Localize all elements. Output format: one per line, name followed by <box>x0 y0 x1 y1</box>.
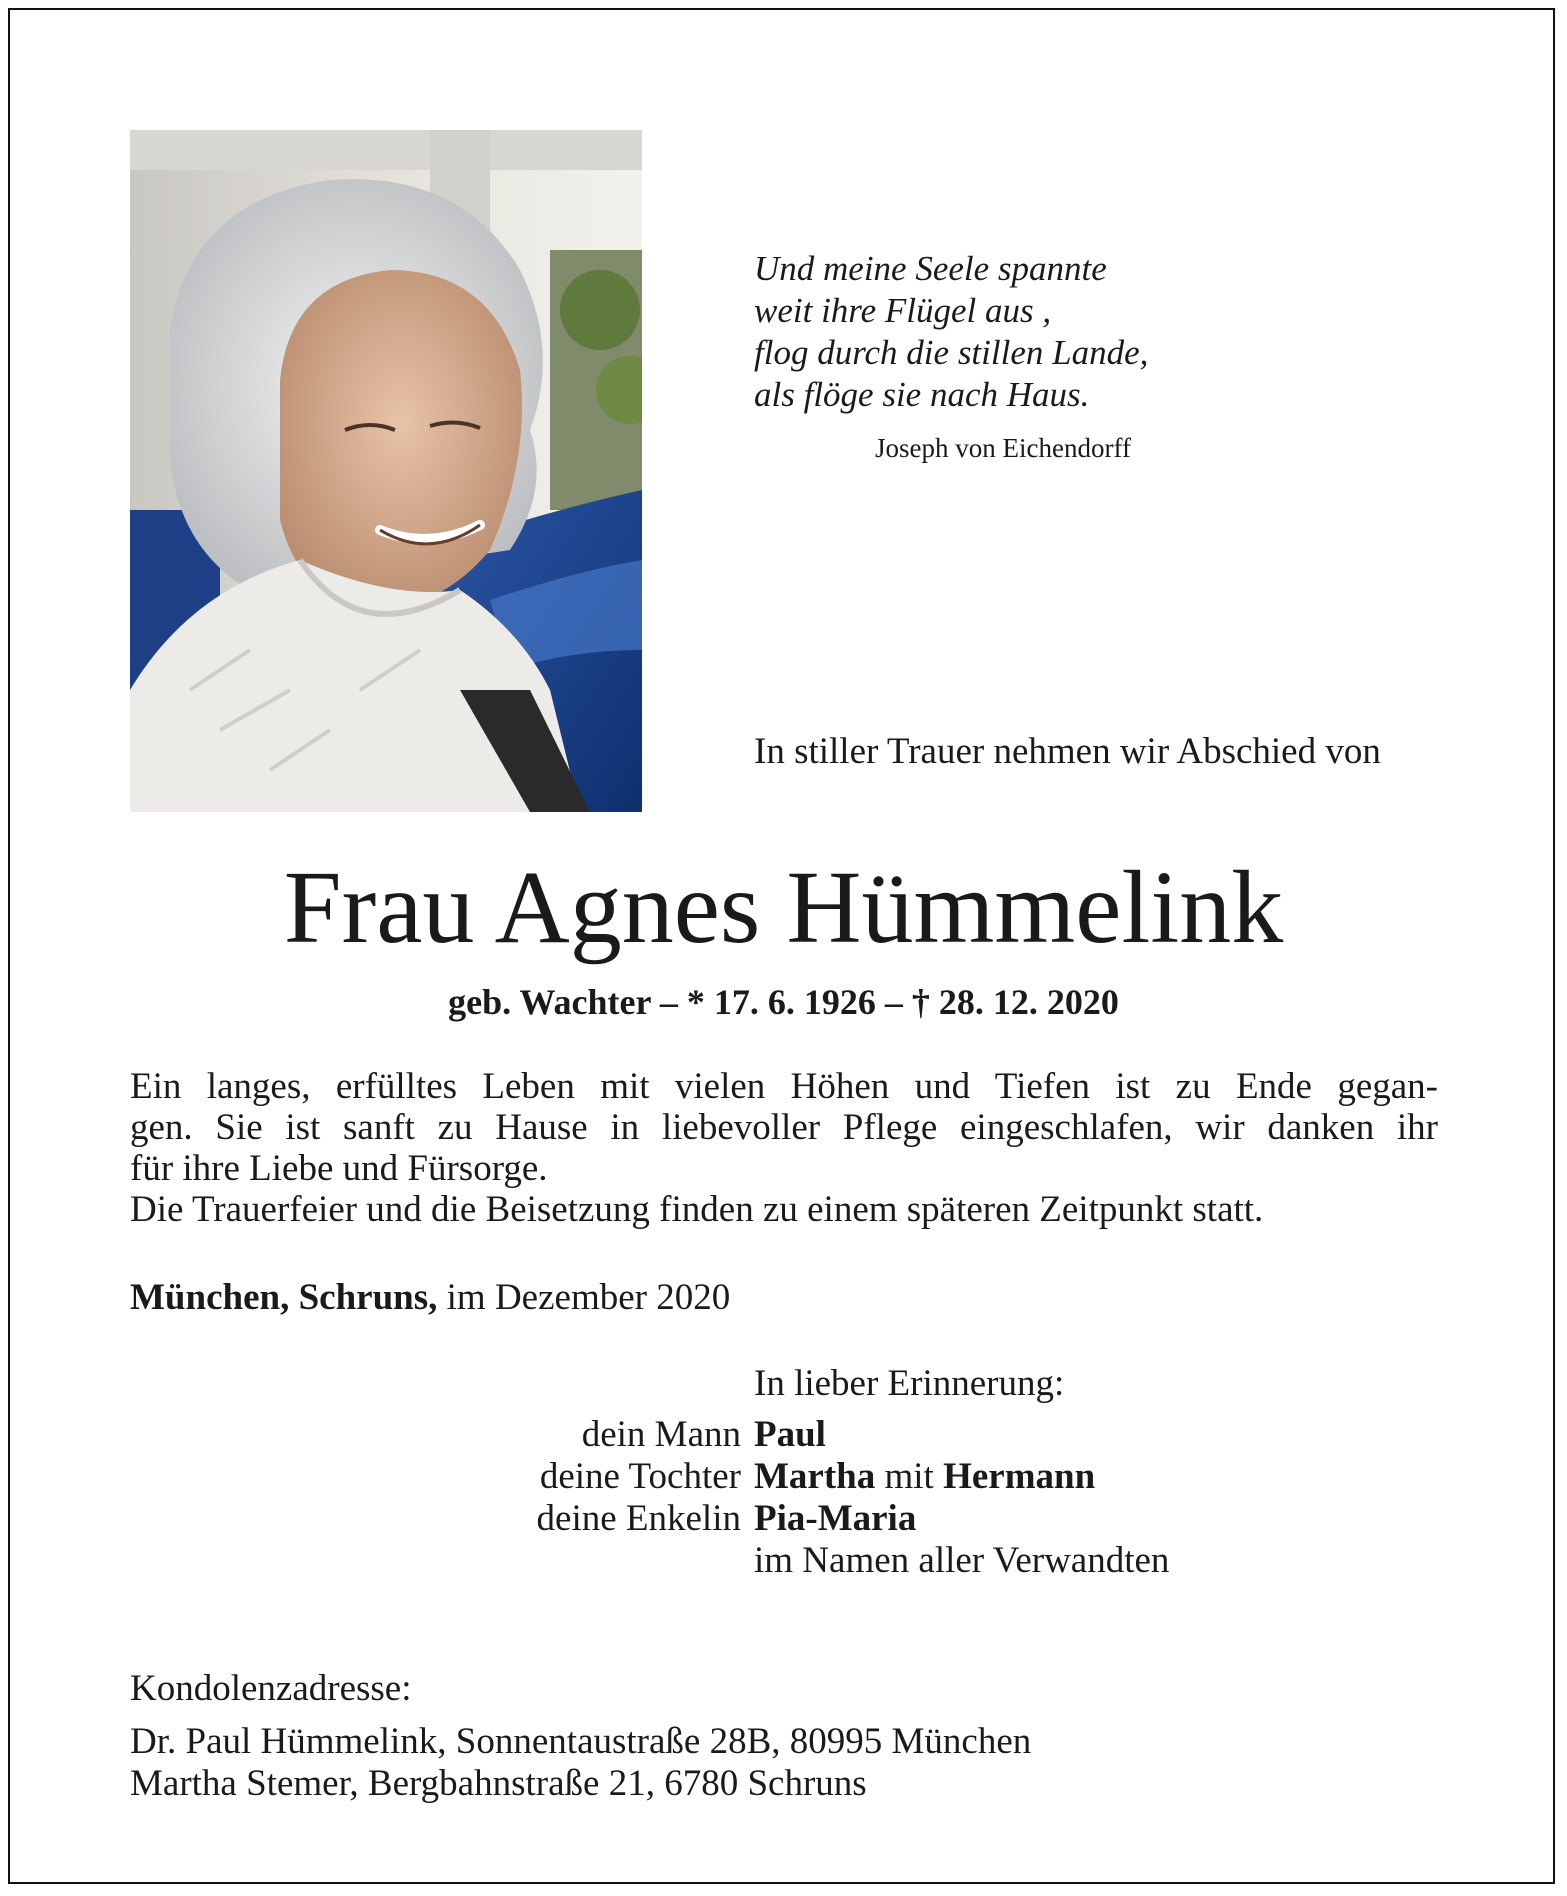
condolence-label: Kondolenzadresse: <box>130 1668 412 1709</box>
family-member: Pia-Maria <box>754 1498 917 1539</box>
family-row <box>0 1456 1567 1498</box>
family-relation: deine Enkelin <box>536 1498 741 1539</box>
poem-line: weit ihre Flügel aus , <box>754 291 1052 330</box>
obituary-line: Ein langes, erfülltes Leben mit vielen Höhen und Tiefen ist zu Ende gegan- <box>130 1066 1438 1107</box>
family-member: Martha mit Hermann <box>754 1456 1096 1497</box>
family-member: Paul <box>754 1414 826 1455</box>
poem-quote <box>754 248 1314 416</box>
condolence-addresses <box>130 1721 1031 1805</box>
obituary-line: Die Trauerfeier und die Beisetzung finden zu einem späteren Zeitpunkt statt. <box>130 1189 1264 1230</box>
condolence-address: Dr. Paul Hümmelink, Sonnentaustraße 28B, 80995 München <box>130 1721 1032 1762</box>
poem-line: als flöge sie nach Haus. <box>754 375 1090 414</box>
family-row <box>0 1540 1567 1582</box>
poem-line: flog durch die stillen Lande, <box>754 333 1149 372</box>
portrait-illustration <box>130 130 642 812</box>
family-relation: dein Mann <box>581 1414 741 1455</box>
place-month: im Dezember 2020 <box>437 1277 731 1318</box>
obituary-text <box>130 1066 1438 1230</box>
family-relation: deine Tochter <box>539 1456 741 1497</box>
poem-line: Und meine Seele spannte <box>754 249 1107 288</box>
family-row <box>0 1414 1567 1456</box>
portrait-photo <box>130 130 642 812</box>
place-date <box>130 1276 730 1320</box>
condolence-address: Martha Stemer, Bergbahnstraße 21, 6780 Schruns <box>130 1763 867 1804</box>
place-cities: München, Schruns, <box>130 1277 438 1318</box>
obituary-line: gen. Sie ist sanft zu Hause in liebevoller Pflege eingeschlafen, wir danken ihr <box>130 1107 1438 1148</box>
family-row <box>0 1498 1567 1540</box>
family-list <box>0 1414 1567 1582</box>
birth-death-line: geb. Wachter – * 17. 6. 1926 – † 28. 12. 2020 <box>448 982 1119 1022</box>
poem-author: Joseph von Eichendorff <box>875 433 1131 463</box>
family-closing: im Namen aller Verwandten <box>754 1540 1170 1581</box>
deceased-name: Frau Agnes Hümmelink <box>283 850 1284 965</box>
farewell-intro: In stiller Trauer nehmen wir Abschied von <box>754 731 1381 772</box>
obituary-line: für ihre Liebe und Fürsorge. <box>130 1148 548 1189</box>
memory-heading: In lieber Erinnerung: <box>754 1363 1065 1404</box>
